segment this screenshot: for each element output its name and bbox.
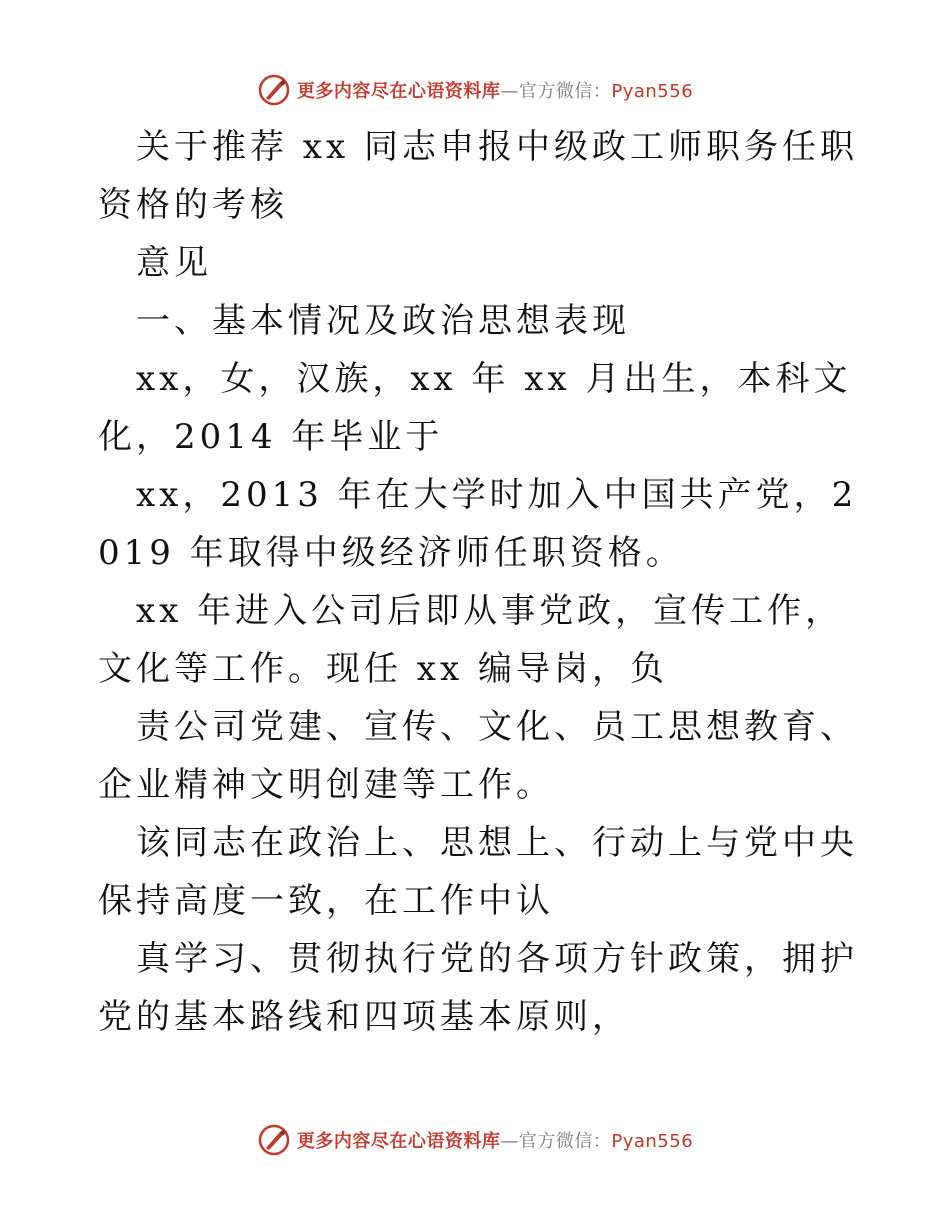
header-watermark <box>0 70 950 110</box>
watermark-wechat-label: 官方微信： <box>518 81 612 102</box>
body-paragraph: xx，女，汉族，xx 年 xx 月出生，本科文化，2014 年毕业于 <box>98 359 852 457</box>
body-paragraph: 该同志在政治上、思想上、行动上与党中央保持高度一致，在工作中认 <box>98 823 858 921</box>
body-paragraph: 真学习、贯彻执行党的各项方针政策，拥护党的基本路线和四项基本原则， <box>98 939 858 1037</box>
document-title: 关于推荐 xx 同志申报中级政工师职务任职资格的考核 <box>98 127 858 225</box>
body-paragraph: xx，2013 年在大学时加入中国共产党，2019 年取得中级经济师任职资格。 <box>98 475 858 573</box>
watermark-wechat-id: Pyan556 <box>611 81 694 102</box>
quill-pen-logo-icon <box>257 73 291 107</box>
quill-pen-logo-icon <box>257 1123 291 1157</box>
watermark-dash: — <box>500 1131 519 1152</box>
watermark-site-text: 更多内容尽在心语资料库 <box>296 81 501 102</box>
watermark-wechat-id: Pyan556 <box>611 1131 694 1152</box>
watermark-text <box>297 1127 693 1153</box>
section-heading: 一、基本情况及政治思想表现 <box>136 301 630 341</box>
watermark-wechat-label: 官方微信： <box>518 1131 612 1152</box>
footer-watermark <box>0 1120 950 1160</box>
document-body <box>98 118 858 1046</box>
watermark-dash: — <box>500 81 519 102</box>
body-paragraph: xx 年进入公司后即从事党政，宣传工作，文化等工作。现任 xx 编导岗，负 <box>98 591 844 689</box>
document-title-continued: 意见 <box>136 243 212 283</box>
watermark-text <box>297 77 693 103</box>
watermark-site-text: 更多内容尽在心语资料库 <box>296 1131 501 1152</box>
body-paragraph: 责公司党建、宣传、文化、员工思想教育、企业精神文明创建等工作。 <box>98 707 858 805</box>
